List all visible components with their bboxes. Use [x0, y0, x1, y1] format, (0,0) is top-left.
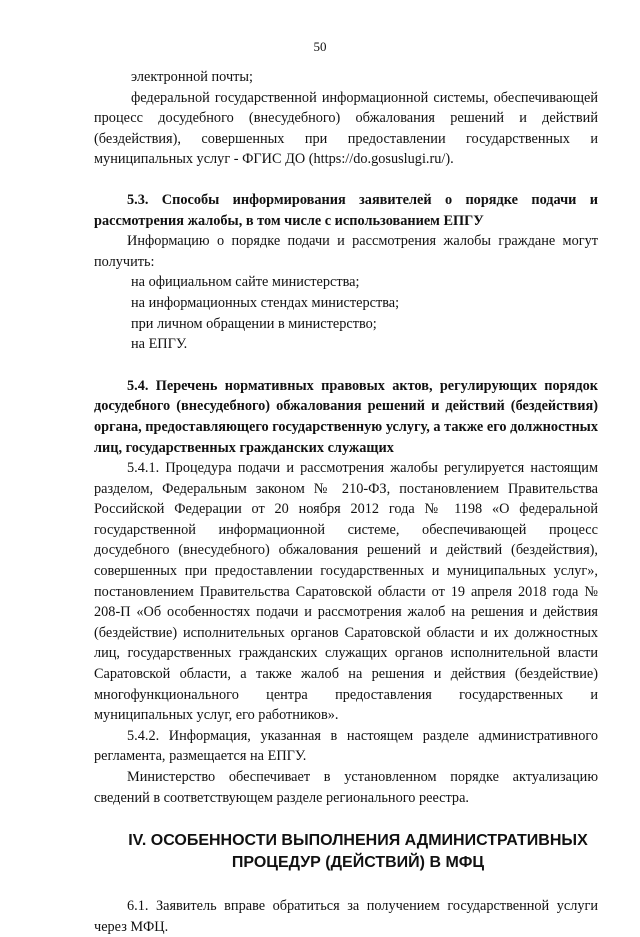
chapter-title-line-2: ПРОЦЕДУР (ДЕЙСТВИЙ) В МФЦ: [231, 854, 485, 872]
list-item: при личном обращении в министерство;: [131, 315, 377, 332]
paragraph-fgis-do: федеральной государственной информационной системы, обеспечивающей процесс досудебного (внесудебного) обжалования решений и действий (бездействия), совершенных при предоставлении государственных и муниципальных услуг - ФГИС ДО (https://do.gosuslugi.ru/).: [94, 89, 598, 168]
section-5-4-heading: 5.4. Перечень нормативных правовых актов, регулирующих порядок досудебного (внесудебного) обжалования решений и действий (бездействия) органа, предоставляющего государственную услугу, а также его должностных лиц, государственных гражданских служащих: [94, 377, 598, 456]
list-item: на ЕПГУ.: [131, 336, 188, 353]
list-item: на информационных стендах министерства;: [131, 294, 400, 311]
paragraph-5-4-1: 5.4.1. Процедура подачи и рассмотрения жалобы регулируется настоящим разделом, Федеральным законом № 210-ФЗ, постановлением Правительства Российской Федерации от 20 ноября 2012 года № 1198 «О федеральной государственной информационной системе, обеспечивающей процесс досудебного (внесудебного) обжалования решений и действий (бездействия), совершенных при предоставлении государственных и муниципальных услуг», постановлением Правительства Саратовской области от 19 апреля 2018 года № 208-П «Об особенностях подачи и рассмотрения жалоб на решения и действия (бездействие) исполнительных органов Саратовской области и их должностных лиц, государственных гражданских служащих органов исполнительной власти Саратовской области, а также жалоб на решения и действия (бездействие) многофункционального центра предоставления государственных и муниципальных услуг, его работников».: [94, 460, 598, 724]
paragraph-5-4-2: 5.4.2. Информация, указанная в настоящем разделе административного регламента, размещается на ЕПГУ.: [94, 727, 598, 765]
page-content: [94, 67, 598, 937]
list-item: на официальном сайте министерства;: [131, 274, 360, 291]
chapter-title: [94, 830, 598, 874]
paragraph-email: электронной почты;: [131, 69, 253, 85]
paragraph-6-1: 6.1. Заявитель вправе обратиться за получением государственной услуги через МФЦ.: [94, 898, 598, 935]
paragraph-registry-update: Министерство обеспечивает в установленном порядке актуализацию сведений в соответствующем разделе регионального реестра.: [94, 769, 598, 806]
section-5-3-intro: Информацию о порядке подачи и рассмотрения жалобы граждане могут получить:: [94, 233, 598, 270]
page-number: 50: [313, 39, 327, 54]
section-5-3-heading: 5.3. Способы информирования заявителей о порядке подачи и рассмотрения жалобы, в том числе с использованием ЕПГУ: [94, 191, 598, 229]
chapter-title-line-1: IV. ОСОБЕННОСТИ ВЫПОЛНЕНИЯ АДМИНИСТРАТИВНЫХ: [128, 832, 588, 850]
